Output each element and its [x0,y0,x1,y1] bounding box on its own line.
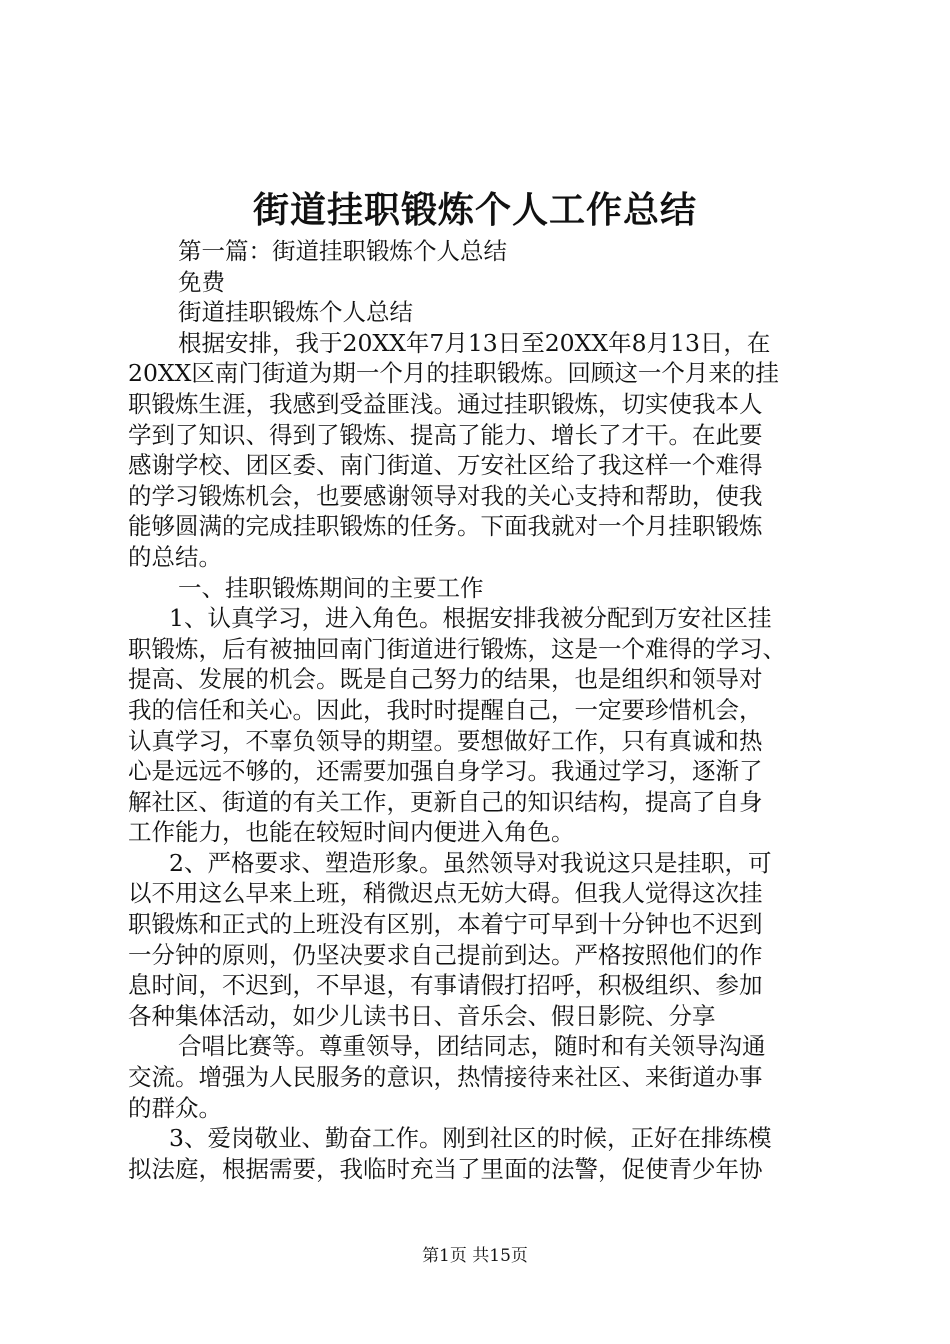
paragraph-line: 认真学习，不辜负领导的期望。要想做好工作，只有真诚和热 [128,726,763,755]
paragraph-line: 感谢学校、团区委、南门街道、万安社区给了我这样一个难得 [128,451,763,480]
paragraph-line: 解社区、街道的有关工作，更新自己的知识结构，提高了自身 [128,787,763,816]
document-body [128,236,832,1184]
paragraph-line: 能够圆满的完成挂职锻炼的任务。下面我就对一个月挂职锻炼 [128,512,763,541]
paragraph-line: 2、严格要求、塑造形象。虽然领导对我说这只是挂职，可 [169,848,772,877]
paragraph-line: 工作能力，也能在较短时间内便进入角色。 [128,818,575,847]
paragraph-line: 职锻炼，后有被抽回南门街道进行锻炼，这是一个难得的学习、 [128,634,786,663]
paragraph-line: 根据安排，我于20XX年7月13日至20XX年8月13日，在 [178,328,771,357]
paragraph-line: 息时间，不迟到，不早退，有事请假打招呼，积极组织、参加 [128,971,763,1000]
paragraph-line: 一分钟的原则，仍坚决要求自己提前到达。严格按照他们的作 [128,940,763,969]
section-heading: 一、挂职锻炼期间的主要工作 [178,573,484,602]
paragraph-line: 的学习锻炼机会，也要感谢领导对我的关心支持和帮助，使我 [128,481,763,510]
paragraph-line: 1、认真学习，进入角色。根据安排我被分配到万安社区挂 [169,604,772,633]
paragraph-line: 职锻炼生涯，我感到受益匪浅。通过挂职锻炼，切实使我本人 [128,389,763,418]
paragraph-line: 各种集体活动，如少儿读书日、音乐会、假日影院、分享 [128,1001,716,1030]
section-heading: 第一篇：街道挂职锻炼个人总结 [178,237,507,265]
paragraph-line: 交流。增强为人民服务的意识，热情接待来社区、来街道办事 [128,1063,763,1092]
page-footer: 第1页 共15页 [422,1246,528,1266]
body-line: 免费 [178,267,225,296]
paragraph-line: 以不用这么早来上班，稍微迟点无妨大碍。但我人觉得这次挂 [128,879,763,908]
paragraph-line: 的群众。 [128,1093,222,1122]
paragraph-line: 我的信任和关心。因此，我时时提醒自己，一定要珍惜机会， [128,695,763,724]
paragraph-line: 拟法庭，根据需要，我临时充当了里面的法警，促使青少年协 [128,1154,763,1183]
paragraph-line: 提高、发展的机会。既是自己努力的结果，也是组织和领导对 [128,665,763,694]
paragraph-line: 学到了知识、得到了锻炼、提高了能力、增长了才干。在此要 [128,420,763,449]
paragraph-line: 20XX区南门街道为期一个月的挂职锻炼。回顾这一个月来的挂 [128,359,779,388]
paragraph-line: 合唱比赛等。尊重领导，团结同志，随时和有关领导沟通 [178,1032,766,1061]
paragraph-line: 3、爱岗敬业、勤奋工作。刚到社区的时候，正好在排练模 [169,1124,772,1153]
subtitle: 街道挂职锻炼个人总结 [178,298,413,327]
document-title: 街道挂职锻炼个人工作总结 [252,189,697,231]
paragraph-line: 职锻炼和正式的上班没有区别，本着宁可早到十分钟也不迟到 [128,910,763,939]
paragraph-line: 心是远远不够的，还需要加强自身学习。我通过学习，逐渐了 [128,757,763,786]
paragraph-line: 的总结。 [128,542,222,571]
